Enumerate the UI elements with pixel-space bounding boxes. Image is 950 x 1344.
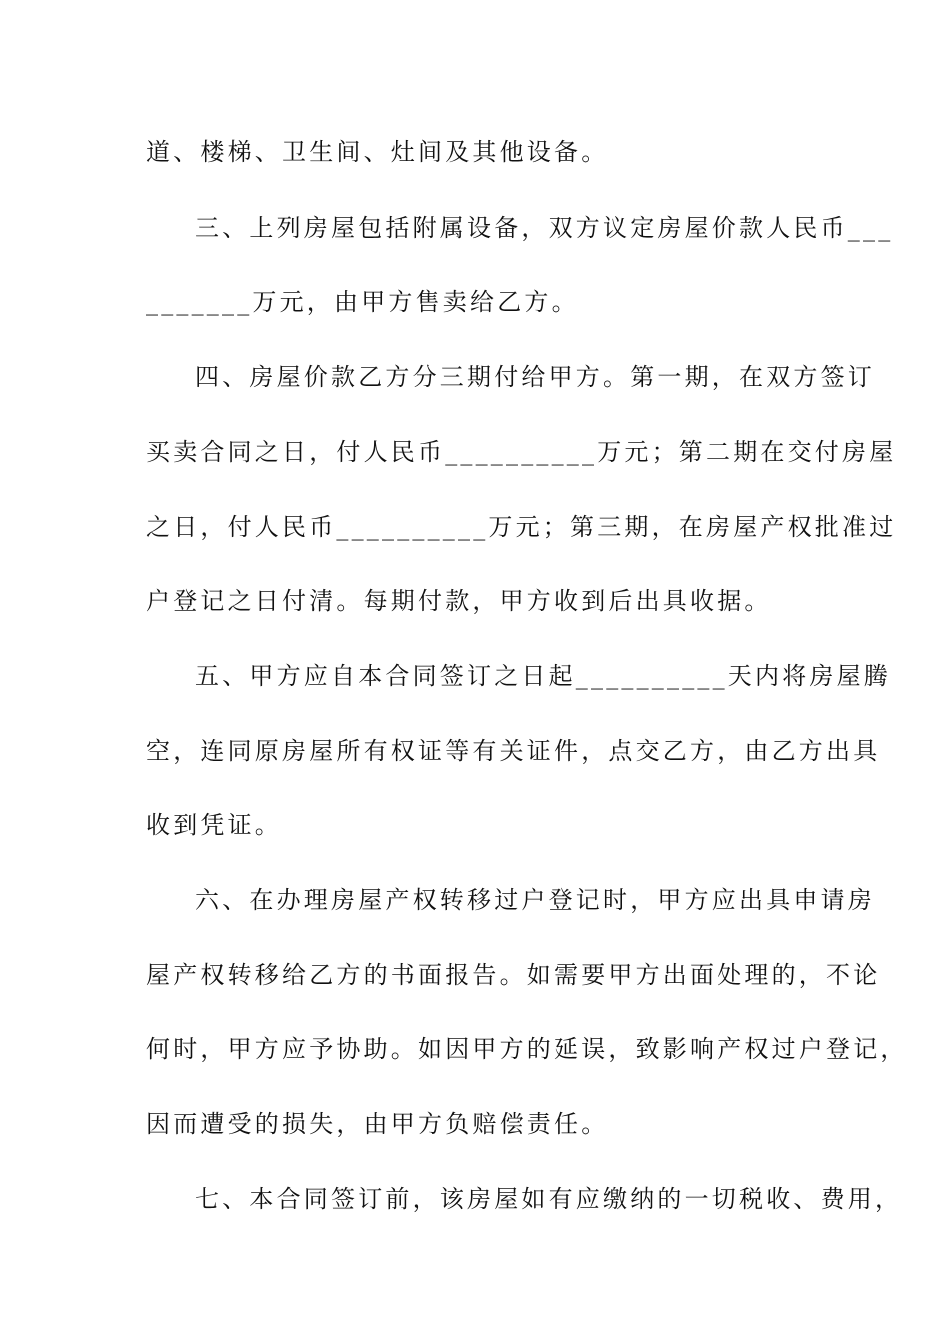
text-line: 七、本合同签订前，该房屋如有应缴纳的一切税收、费用，: [195, 1185, 903, 1213]
text-line: 六、在办理房屋产权转移过户登记时，甲方应出具申请房: [195, 886, 875, 914]
text-line: 屋产权转移给乙方的书面报告。如需要甲方出面处理的，不论: [146, 961, 881, 989]
text-line: 买卖合同之日，付人民币__________万元；第二期在交付房屋: [146, 438, 897, 466]
text-line: 四、房屋价款乙方分三期付给甲方。第一期，在双方签订: [195, 363, 875, 391]
text-line: 之日，付人民币__________万元；第三期，在房屋产权批准过: [146, 513, 897, 541]
text-line: 因而遭受的损失，由甲方负赔偿责任。: [146, 1110, 609, 1138]
text-line: 道、楼梯、卫生间、灶间及其他设备。: [146, 138, 609, 166]
text-line: _______万元，由甲方售卖给乙方。: [146, 288, 579, 316]
text-line: 三、上列房屋包括附属设备，双方议定房屋价款人民币___: [195, 214, 894, 242]
text-line: 户登记之日付清。每期付款，甲方收到后出具收据。: [146, 587, 772, 615]
text-line: 何时，甲方应予协助。如因甲方的延误，致影响产权过户登记，: [146, 1035, 908, 1063]
text-line: 收到凭证。: [146, 811, 282, 839]
text-line: 空，连同原房屋所有权证等有关证件，点交乙方，由乙方出具: [146, 737, 881, 765]
text-line: 五、甲方应自本合同签订之日起__________天内将房屋腾: [195, 662, 891, 690]
